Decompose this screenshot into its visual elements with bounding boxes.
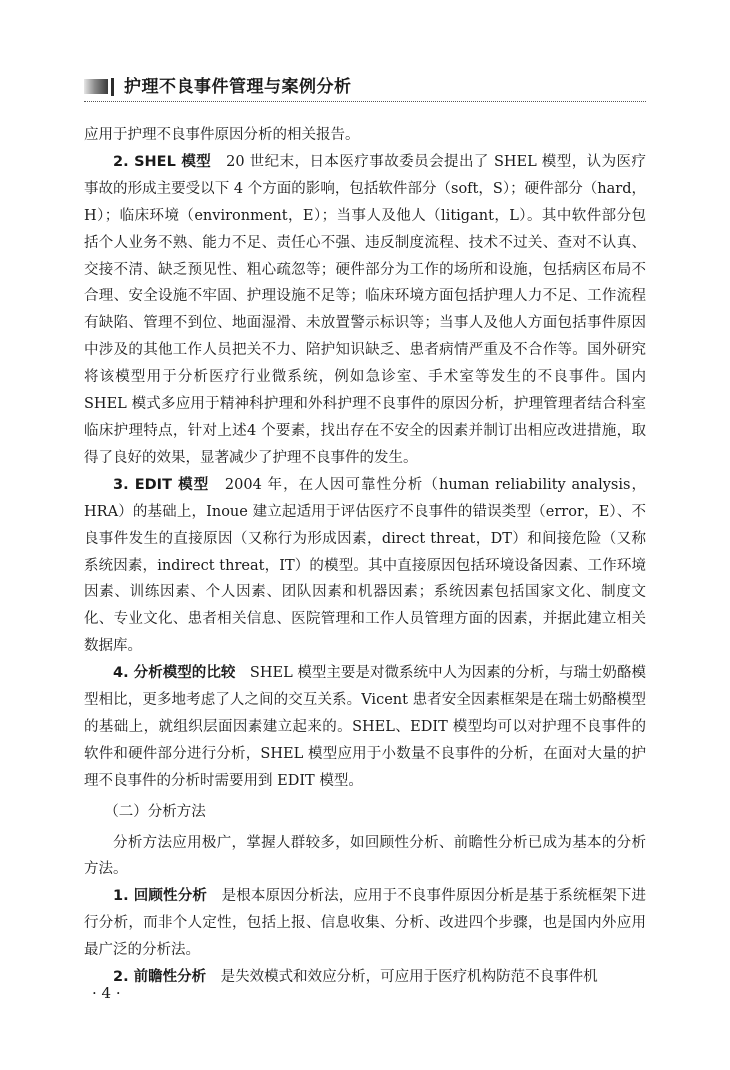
heading-edit-model: 3. EDIT 模型 bbox=[113, 476, 210, 493]
body-text bbox=[84, 122, 646, 991]
text-model-comparison: SHEL 模型主要是对微系统中人为因素的分析，与瑞士奶酪模型相比，更多地考虑了人之间的交互关系。Vicent 患者安全因素框架是在瑞士奶酪模型的基础上，就组织层面因素建立起来的。SHEL、EDIT 模型均可以对护理不良事件的软件和硬件部分进行分析，SHEL 模型应用于小数量不良事件的分析，在面对大量的护理不良事件的分析时需要用到 EDIT 模型。 bbox=[84, 665, 646, 789]
text-edit-model: 2004 年，在人因可靠性分析（human reliability analysis，HRA）的基础上，Inoue 建立起适用于评估医疗不良事件的错误类型（error，E）、不良事件发生的直接原因（又称行为形成因素，direct threat，DT）和间接危险（又称系统因素，indirect threat，IT）的模型。其中直接原因包括环境设备因素、工作环境因素、训练因素、个人因素、团队因素和机器因素；系统因素包括国家文化、制度文化、专业文化、患者相关信息、医院管理和工作人员管理方面的因素，并据此建立相关数据库。 bbox=[84, 476, 647, 655]
paragraph-analysis-methods-intro: 分析方法应用极广，掌握人群较多，如回顾性分析、前瞻性分析已成为基本的分析方法。 bbox=[84, 834, 646, 878]
paragraph-shel-model bbox=[84, 149, 646, 472]
header-gradient-bar bbox=[84, 79, 108, 94]
text-shel-model: 20 世纪末，日本医疗事故委员会提出了 SHEL 模型，认为医疗事故的形成主要受以下 4 个方面的影响，包括软件部分（soft，S）；硬件部分（hard，H）；临床环境（environment，E）；当事人及他人（litigant，L）。其中软件部分包括个人业务不熟、能力不足、责任心不强、违反制度流程、技术不过关、查对不认真、交接不清、缺乏预见性、粗心疏忽等；硬件部分为工作的场所和设施，包括病区布局不合理、安全设施不牢固、护理设施不足等；临床环境方面包括护理人力不足、工作流程有缺陷、管理不到位、地面湿滑、未放置警示标识等；当事人及他人方面包括事件原因中涉及的其他工作人员把关不力、陪护知识缺乏、患者病情严重及不合作等。国外研究将该模型用于分析医疗行业微系统，例如急诊室、手术室等发生的不良事件。国内 SHEL 模式多应用于精神科护理和外科护理不良事件的原因分析，护理管理者结合科室临床护理特点，针对上述4 个要素，找出存在不安全的因素并制订出相应改进措施，取得了良好的效果，显著减少了护理不良事件的发生。 bbox=[84, 153, 646, 466]
header-separator bbox=[111, 78, 114, 96]
heading-shel-model: 2. SHEL 模型 bbox=[113, 153, 212, 170]
heading-prospective-analysis: 2. 前瞻性分析 bbox=[113, 969, 207, 986]
paragraph-retrospective-analysis bbox=[84, 883, 646, 964]
header-dotted-rule bbox=[84, 101, 646, 102]
paragraph-model-comparison bbox=[84, 660, 646, 795]
heading-model-comparison: 4. 分析模型的比较 bbox=[113, 665, 236, 682]
running-header bbox=[84, 74, 646, 102]
text-prospective-analysis: 是失效模式和效应分析，可应用于医疗机构防范不良事件机 bbox=[220, 969, 598, 986]
running-header-title: 护理不良事件管理与案例分析 bbox=[124, 77, 352, 97]
paragraph-prospective-analysis bbox=[84, 964, 646, 991]
heading-retrospective-analysis: 1. 回顾性分析 bbox=[113, 888, 207, 905]
text-retrospective-analysis: 是根本原因分析法，应用于不良事件原因分析是基于系统框架下进行分析，而非个人定性，包括上报、信息收集、分析、改进四个步骤，也是国内外应用最广泛的分析法。 bbox=[84, 888, 646, 959]
section-heading-analysis-methods: （二）分析方法 bbox=[104, 803, 206, 820]
paragraph-continuation: 应用于护理不良事件原因分析的相关报告。 bbox=[84, 127, 360, 143]
paragraph-edit-model bbox=[84, 472, 646, 660]
page-number: · 4 · bbox=[92, 984, 121, 1002]
